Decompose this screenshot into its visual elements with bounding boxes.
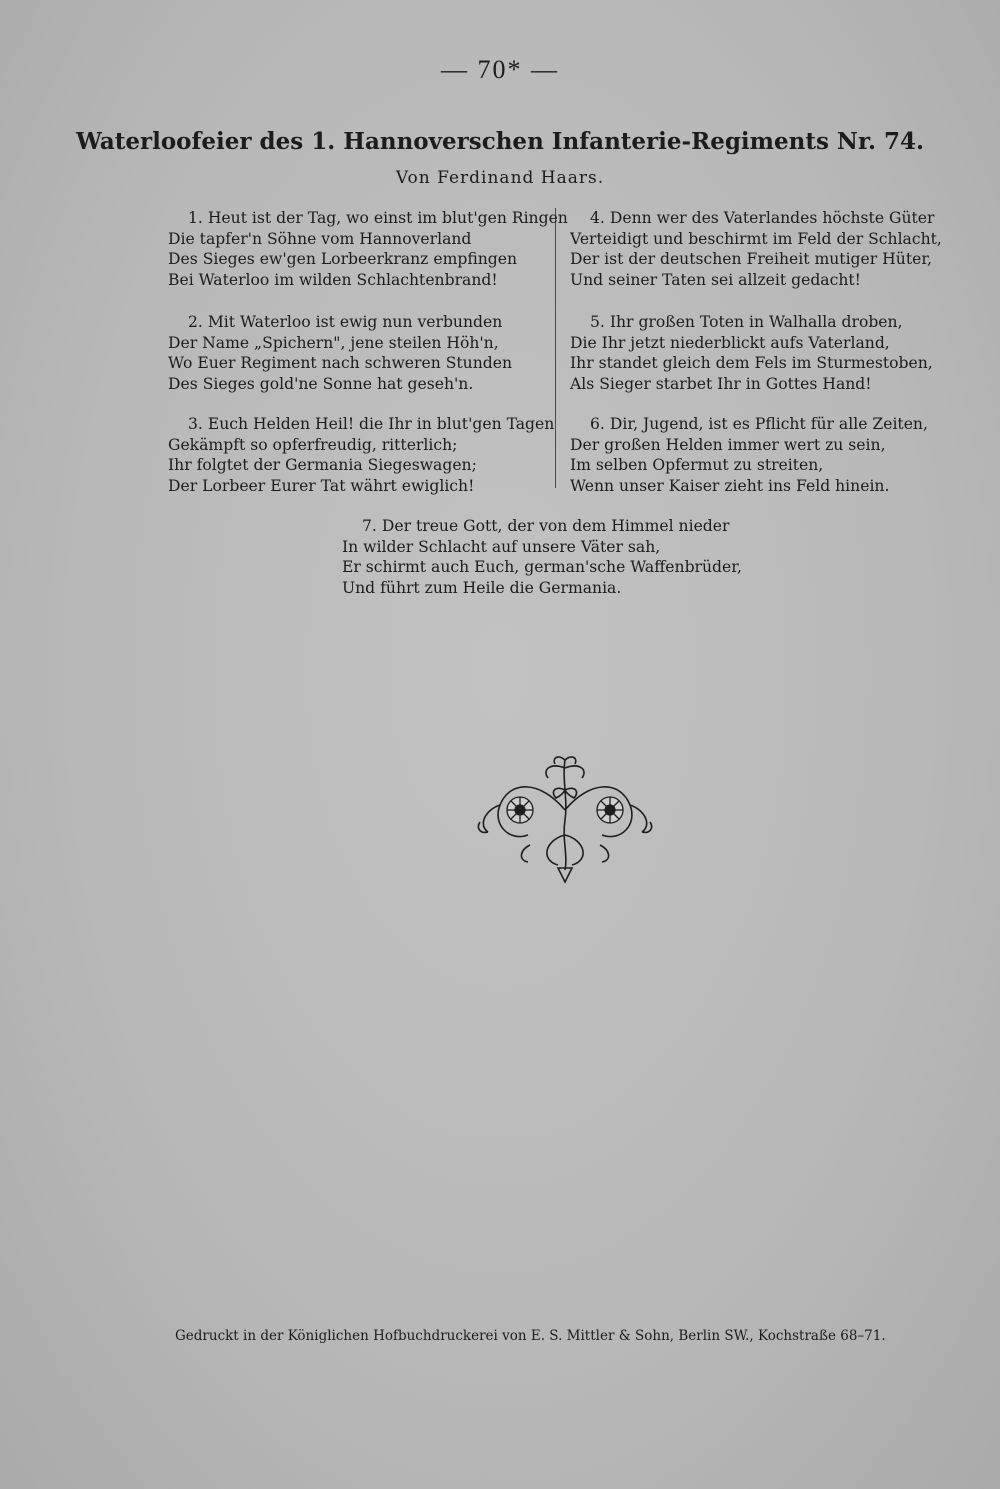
verse-line: 6. Dir, Jugend, ist es Pflicht für alle Zeiten, [590,415,928,433]
floral-ornament-icon [470,750,660,885]
verse-line: 1. Heut ist der Tag, wo einst im blut'gen Ringen [188,209,568,227]
verse-line: Des Sieges gold'ne Sonne hat geseh'n. [168,374,474,393]
stanza-2 [168,312,512,394]
verse-line: 2. Mit Waterloo ist ewig nun verbunden [188,313,503,331]
verse-line: Wenn unser Kaiser zieht ins Feld hinein. [570,476,890,495]
stanza-6 [570,414,928,496]
verse-line: Er schirmt auch Euch, german'sche Waffenbrüder, [342,558,742,576]
verse-line: Im selben Opfermut zu streiten, [570,456,824,474]
verse-line: Ihr folgtet der Germania Siegeswagen; [168,456,477,474]
verse-line: Und seiner Taten sei allzeit gedacht! [570,270,861,289]
verse-line: Und führt zum Heile die Germania. [342,578,622,597]
verse-line: Der Lorbeer Eurer Tat währt ewiglich! [168,476,475,495]
verse-line: Die tapfer'n Söhne vom Hannoverland [168,229,472,248]
verse-line: Bei Waterloo im wilden Schlachtenbrand! [168,270,498,289]
poem-title: Waterloofeier des 1. Hannoverschen Infanterie-Regiments Nr. 74. [75,128,924,155]
stanza-1 [168,208,568,290]
verse-line: In wilder Schlacht auf unsere Väter sah, [342,537,661,556]
stanza-3 [168,414,554,496]
stanza-4 [570,208,942,290]
printer-imprint: Gedruckt in der Königlichen Hofbuchdruckerei von E. S. Mittler & Sohn, Berlin SW., Kochstraße 68–71. [175,1328,886,1344]
verse-line: Des Sieges ew'gen Lorbeerkranz empfingen [168,250,518,268]
verse-line: Der ist der deutschen Freiheit mutiger Hüter, [570,250,933,268]
stanza-7 [342,516,742,598]
page-number: — 70* — [441,55,559,84]
verse-line: 4. Denn wer des Vaterlandes höchste Güter [590,209,935,227]
verse-line: 7. Der treue Gott, der von dem Himmel nieder [362,517,730,535]
verse-line: Wo Euer Regiment nach schweren Stunden [168,354,512,372]
verse-line: Der Name „Spichern", jene steilen Höh'n, [168,333,499,352]
verse-line: Verteidigt und beschirmt im Feld der Schlacht, [570,229,942,248]
verse-line: Der großen Helden immer wert zu sein, [570,435,886,454]
verse-line: 3. Euch Helden Heil! die Ihr in blut'gen Tagen [188,415,555,433]
stanza-5 [570,312,933,394]
verse-line: Die Ihr jetzt niederblickt aufs Vaterland, [570,333,890,352]
verse-line: 5. Ihr großen Toten in Walhalla droben, [590,313,903,331]
verse-line: Ihr standet gleich dem Fels im Sturmestoben, [570,354,933,372]
author-byline: Von Ferdinand Haars. [395,168,605,188]
verse-line: Als Sieger starbet Ihr in Gottes Hand! [570,374,872,393]
verse-line: Gekämpft so opferfreudig, ritterlich; [168,435,458,454]
